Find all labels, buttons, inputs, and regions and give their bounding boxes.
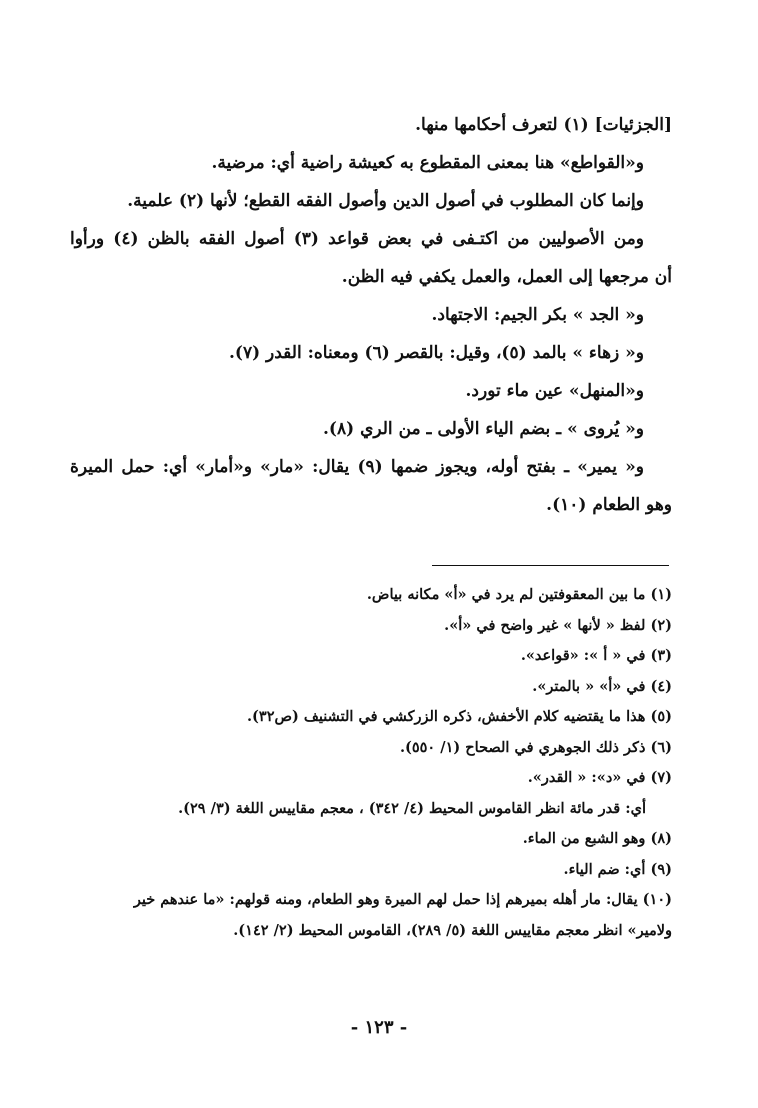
- footnote-continuation: ولامير» انظر معجم مقاييس اللغة (٥/ ٢٨٩)، القاموس المحيط (٢/ ١٤٢).: [233, 921, 672, 939]
- footnote: (١) ما بين المعقوفتين لم يرد في «أ» مكانه بياض.: [366, 586, 672, 603]
- text-line: و« يمير» ـ بفتح أوله، ويجوز ضمها (٩) يقال: «مار» و«أمار» أي: حمل الميرة: [70, 457, 644, 477]
- footnote: (٤) في «أ» « بالمتر».: [532, 677, 672, 695]
- footnote-separator: [432, 565, 669, 566]
- text-line: و«القواطع» هنا بمعنى المقطوع به كعيشة راضية أي: مرضية.: [211, 153, 644, 173]
- footnote: (٢) لفظ « لأنها » غير واضح في «أ».: [444, 616, 672, 634]
- footnote: (٥) هذا ما يقتضيه كلام الأخفش، ذكره الزركشي في التشنيف (ص٣٢).: [246, 708, 672, 725]
- text-line: و« زهاء » بالمد (٥)، وقيل: بالقصر (٦) ومعناه: القدر (٧).: [228, 343, 644, 363]
- footnote: (٧) في «د»: « القدر».: [527, 769, 672, 786]
- footnote-continuation: أي: قدر مائة انظر القاموس المحيط (٤/ ٣٤٢) ، معجم مقاييس اللغة (٣/ ٢٩).: [178, 799, 646, 817]
- text-line: ومن الأصوليين من اكتـفى في بعض قواعد (٣) أصول الفقه بالظن (٤) ورأوا: [70, 229, 644, 249]
- text-line: وهو الطعام (١٠).: [546, 495, 672, 515]
- footnote: (٦) ذكر ذلك الجوهري في الصحاح (١/ ٥٥٠).: [399, 738, 672, 756]
- main-text: [70, 106, 672, 524]
- footnote: (٩) أي: ضم الياء.: [563, 860, 672, 878]
- page-number: - ١٢٣ -: [350, 1017, 408, 1038]
- footnote: (١٠) يقال: مار أهله بميرهم إذا حمل لهم الميرة وهو الطعام، ومنه قولهم: «ما عندهم خير: [133, 891, 672, 908]
- text-line: وإنما كان المطلوب في أصول الدين وأصول الفقه القطع؛ لأنها (٢) علمية.: [127, 191, 644, 211]
- text-line: و« الجد » بكر الجيم: الاجتهاد.: [431, 305, 644, 325]
- footnote: (٨) وهو الشبع من الماء.: [522, 830, 672, 847]
- footnote: (٣) في « أ »: «قواعد».: [520, 647, 672, 664]
- text-line: [الجزئيات] (١) لتعرف أحكامها منها.: [415, 115, 672, 135]
- text-line: و«المنهل» عين ماء تورد.: [465, 381, 644, 401]
- text-line: أن مرجعها إلى العمل، والعمل يكفي فيه الظن.: [341, 267, 672, 287]
- text-line: و« يُروى » ـ بضم الياء الأولى ـ من الري (٨).: [323, 419, 644, 439]
- footnotes: [78, 580, 672, 946]
